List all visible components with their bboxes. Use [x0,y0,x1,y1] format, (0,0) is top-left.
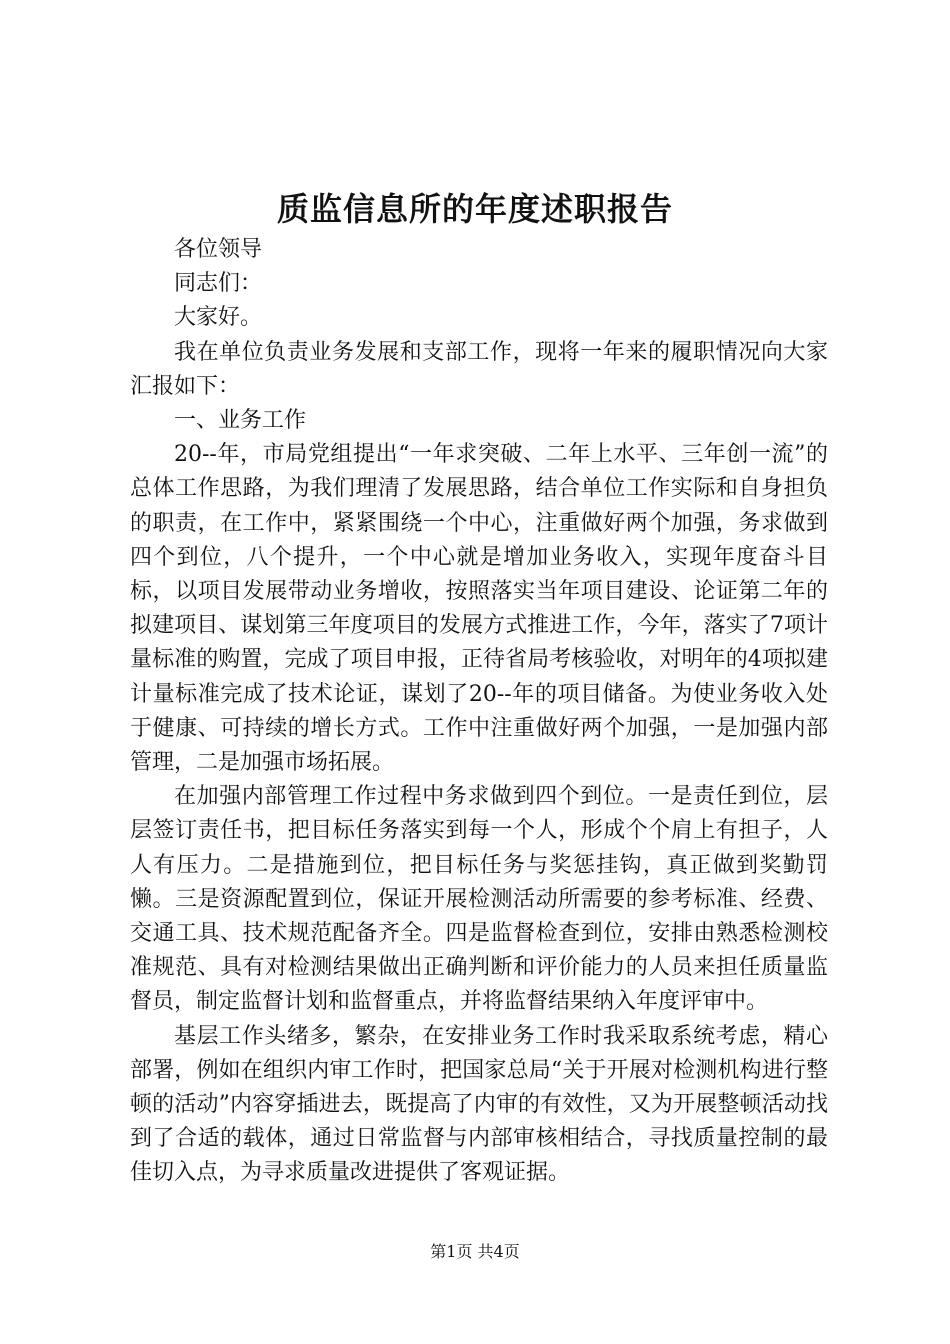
page-footer: 第1页 共4页 [430,1242,520,1261]
body-paragraph: 20--年，市局党组提出“一年求突破、二年上水平、三年创一流”的总体工作思路，为我们理清了发展思路，结合单位工作实际和自身担负的职责，在工作中，紧紧围绕一个中心，注重做好两个加强，务求做到四个到位，八个提升，一个中心就是增加业务收入，实现年度奋斗目标，以项目发展带动业务增收，按照落实当年项目建设、论证第二年的拟建项目、谋划第三年度项目的发展方式推进工作，今年，落实了7项计量标准的购置，完成了项目申报，正待省局考核验收，对明年的4项拟建计量标准完成了技术论证，谋划了20--年的项目储备。为使业务收入处于健康、可持续的增长方式。工作中注重做好两个加强，一是加强内部管理，二是加强市场拓展。 [130,442,828,776]
section-heading-business: 一、业务工作 [174,408,307,434]
greeting: 大家好。 [174,305,263,331]
document-body [130,233,828,1191]
salutation-leaders: 各位领导 [174,237,263,262]
document-title: 质监信息所的年度述职报告 [276,190,673,228]
body-paragraph: 在加强内部管理工作过程中务求做到四个到位。一是责任到位，层层签订责任书，把目标任务落实到每一个人，形成个个肩上有担子，人人有压力。二是措施到位，把目标任务与奖惩挂钩，真正做到奖勤罚懒。三是资源配置到位，保证开展检测活动所需要的参考标准、经费、交通工具、技术规范配备齐全。四是监督检查到位，安排由熟悉检测校准规范、具有对检测结果做出正确判断和评价能力的人员来担任质量监督员，制定监督计划和监督重点，并将监督结果纳入年度评审中。 [130,784,828,1015]
salutation-comrades: 同志们： [174,271,263,297]
body-paragraph: 基层工作头绪多，繁杂，在安排业务工作时我采取系统考虑，精心部署，例如在组织内审工作时，把国家总局“关于开展对检测机构进行整顿的活动”内容穿插进去，既提高了内审的有效性，又为开展整顿活动找到了合适的载体，通过日常监督与内部审核相结合，寻找质量控制的最佳切入点，为寻求质量改进提供了客观证据。 [130,1023,828,1186]
intro-paragraph: 我在单位负责业务发展和支部工作，现将一年来的履职情况向大家汇报如下： [130,339,828,399]
